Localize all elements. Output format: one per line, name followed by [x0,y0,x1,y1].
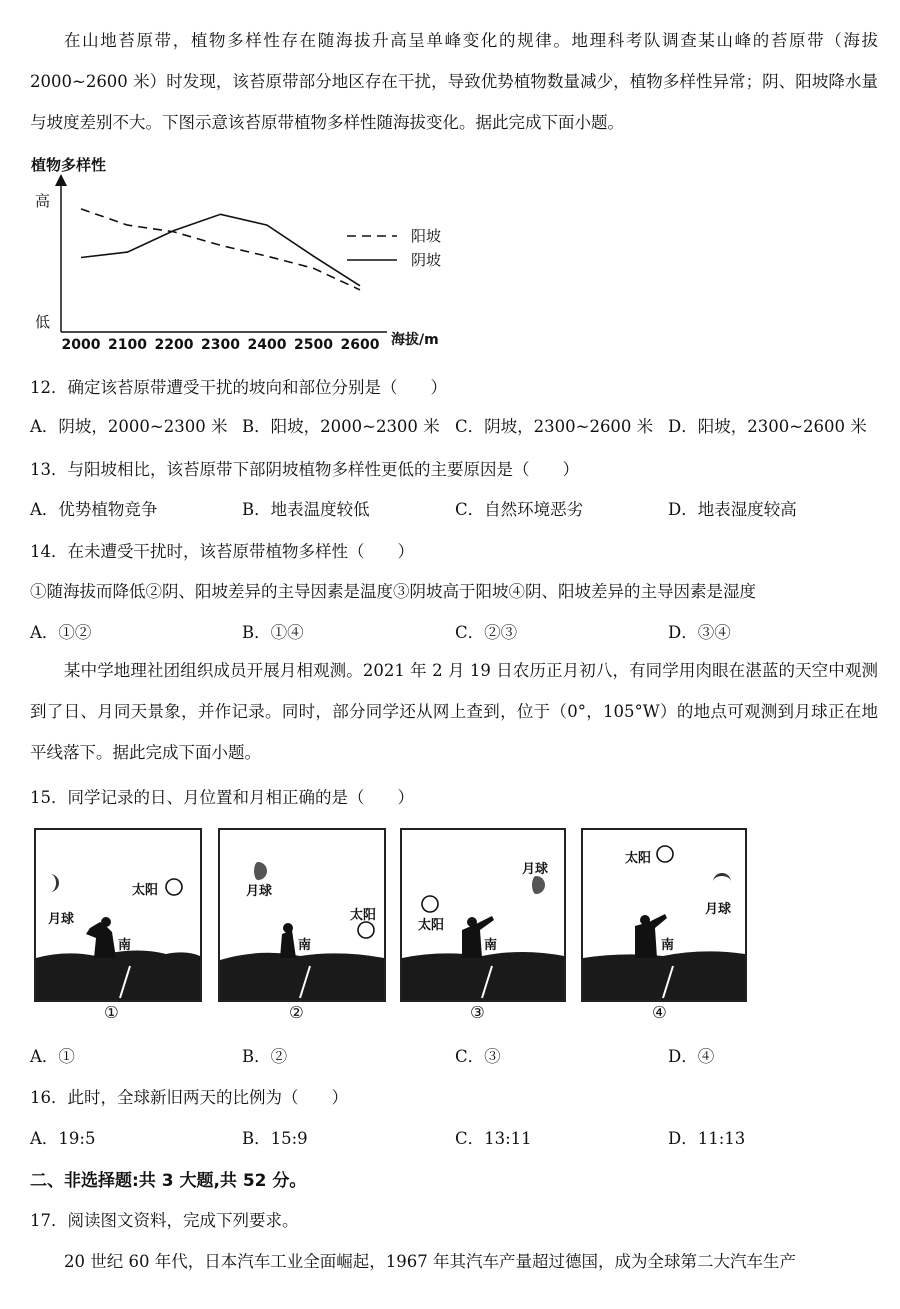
observer-head [467,917,477,927]
south-label: 南 [661,938,675,953]
chart-x-ticks [62,337,380,353]
scene-3 [400,828,566,1002]
q13-option-b[interactable]: B．地表温度较低 [242,500,370,519]
q17-text: 20 世纪 60 年代，日本汽车工业全面崛起，1967 年其汽车产量超过德国，成为全球第二大汽车生产 [64,1252,796,1271]
x-tick-label: 2200 [154,337,194,353]
ground-silhouette [36,950,200,1000]
biodiversity-altitude-chart [25,150,455,360]
q13-option-d[interactable]: D．地表湿度较高 [668,500,797,519]
q12-option-a[interactable]: A．阴坡，2000~2300 米 [30,417,228,436]
q14-option-c[interactable]: C．②③ [455,623,518,642]
sun-label: 太阳 [132,883,159,898]
q16-option-c[interactable]: C．13:11 [455,1129,532,1148]
sun-icon [657,846,673,862]
q16-stem: 16．此时，全球新旧两天的比例为（ ） [30,1088,348,1107]
sun-label: 太阳 [418,918,445,933]
q14-stem: 14．在未遭受干扰时，该苔原带植物多样性（ ） [30,542,414,561]
chart-legend [347,227,441,269]
sun-icon [166,879,182,895]
scene-1-number: ① [104,1003,119,1022]
legend-label: 阴坡 [411,251,442,269]
crescent-moon-icon [713,873,731,882]
chart-series [81,209,360,290]
q14-option-a[interactable]: A．①② [30,623,92,642]
q15-option-c[interactable]: C．③ [455,1047,501,1066]
q12-option-b[interactable]: B．阳坡，2000~2300 米 [242,417,440,436]
chart-ylabel: 植物多样性 [31,156,107,174]
scene-2-number: ② [289,1003,304,1022]
moon-label: 月球 [705,902,732,917]
chart-ytick-low: 低 [35,313,51,331]
x-tick-label: 2600 [340,337,380,353]
series-line-1 [81,209,360,290]
legend-label: 阳坡 [411,227,442,245]
sun-icon [422,896,438,912]
scene-3-number: ③ [470,1003,485,1022]
q15-option-d[interactable]: D．④ [668,1047,715,1066]
intro-paragraph-moon: 某中学地理社团组织成员开展月相观测。2021 年 2 月 19 日农历正月初八，有同学用肉眼在湛蓝的天空中观测到了日、月同天景象，并作记录。同时，部分同学还从网上查到，位于（0°，105°W）的地点可观测到月球正在地平线落下。据此完成下面小题。 [30,661,878,762]
x-tick-label: 2300 [201,337,240,353]
gibbous-moon-icon [532,876,545,894]
q16-option-d[interactable]: D．11:13 [668,1129,746,1148]
q12-option-d[interactable]: D．阳坡，2300~2600 米 [668,417,867,436]
q15-option-a[interactable]: A．① [30,1047,75,1066]
moon-label: 月球 [522,862,549,877]
q16-option-b[interactable]: B．15:9 [242,1129,308,1148]
south-label: 南 [298,938,312,953]
series-line-2 [81,214,360,286]
south-label: 南 [118,938,132,953]
crescent-moon-icon [50,874,59,892]
moon-label: 月球 [246,884,273,899]
q13-option-c[interactable]: C．自然环境恶劣 [455,500,584,519]
chart-ytick-high: 高 [35,192,51,210]
south-label: 南 [484,938,498,953]
intro-paragraph-tundra: 在山地苔原带，植物多样性存在随海拔升高呈单峰变化的规律。地理科考队调查某山峰的苔原带（海拔 2000~2600 米）时发现，该苔原带部分地区存在干扰，导致优势植物数量减少，植物多样性异常；阴、阳坡降水量与坡度差别不大。下图示意该苔原带植物多样性随海拔变化。据此完成下面小题。 [30,31,878,132]
scene-2 [218,828,386,1002]
observer-figure [280,930,296,958]
x-tick-label: 2500 [294,337,333,353]
q12-option-c[interactable]: C．阴坡，2300~2600 米 [455,417,654,436]
x-tick-label: 2100 [108,337,147,353]
observer-head [101,917,111,927]
sun-label: 太阳 [350,908,377,923]
q16-option-a[interactable]: A．19:5 [30,1129,96,1148]
scene-1 [34,828,202,1002]
observer-head [640,915,650,925]
q12-stem: 12．确定该苔原带遭受干扰的坡向和部位分别是（ ） [30,378,447,397]
observer-head [283,923,293,933]
q14-option-d[interactable]: D．③④ [668,623,731,642]
q14-statements: ①随海拔而降低②阴、阳坡差异的主导因素是温度③阴坡高于阳坡④阴、阳坡差异的主导因素是湿度 [30,582,756,601]
sun-icon [358,922,374,938]
q17-stem: 17．阅读图文资料，完成下列要求。 [30,1211,299,1230]
scene-4 [581,828,747,1002]
q13-option-a[interactable]: A．优势植物竞争 [30,500,158,519]
q13-stem: 13．与阳坡相比，该苔原带下部阴坡植物多样性更低的主要原因是（ ） [30,460,579,479]
x-tick-label: 2000 [61,337,101,353]
section-heading: 二、非选择题:共 3 大题,共 52 分。 [30,1171,307,1191]
scene-4-number: ④ [652,1003,667,1022]
moon-label: 月球 [48,912,75,927]
gibbous-moon-icon [254,862,267,880]
x-tick-label: 2400 [247,337,287,353]
q14-option-b[interactable]: B．①④ [242,623,304,642]
observer-figure [86,922,116,958]
q15-stem: 15．同学记录的日、月位置和月相正确的是（ ） [30,788,414,807]
sun-label: 太阳 [625,851,652,866]
q15-option-b[interactable]: B．② [242,1047,288,1066]
chart-xlabel: 海拔/m [391,332,439,348]
